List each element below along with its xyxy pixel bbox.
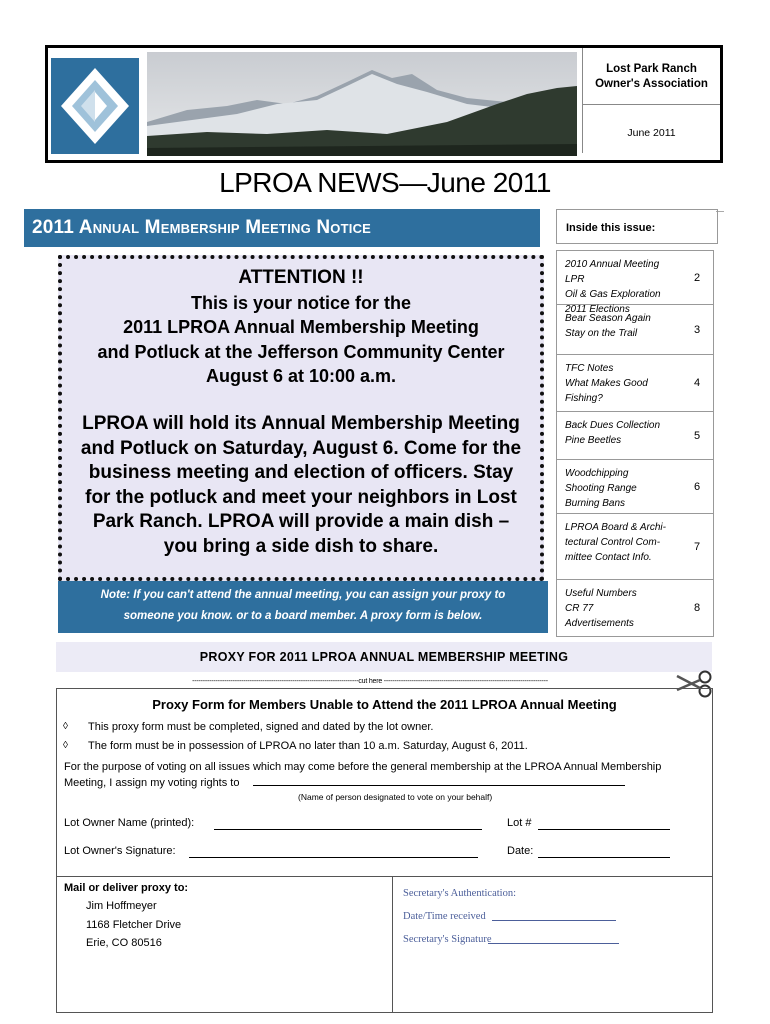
secretary-auth-label: Secretary's Authentication: <box>403 888 516 899</box>
toc-topics: Useful Numbers CR 77 Advertisements <box>565 588 637 629</box>
signature-label: Lot Owner's Signature: <box>64 845 176 857</box>
toc-page-number: 5 <box>693 429 701 442</box>
mail-name: Jim Hoffmeyer <box>86 900 157 912</box>
notice-body-line: and Potluck on Saturday, August 6. Come for the <box>80 437 522 459</box>
notice-body-line: business meeting and election of officers. Stay <box>88 462 514 484</box>
notice-line: and Potluck at the Jefferson Community Center <box>97 341 505 362</box>
mail-street: 1168 Fletcher Drive <box>86 919 182 931</box>
received-label: Date/Time received <box>403 911 486 922</box>
org-panel <box>582 48 720 153</box>
issue-date: June 2011 <box>627 127 676 139</box>
secretary-signature-field[interactable] <box>488 943 619 944</box>
notice-heading <box>64 266 538 389</box>
lot-label: Lot # <box>507 817 532 829</box>
notice-line: August 6 at 10:00 a.m. <box>205 366 397 386</box>
toc-row[interactable] <box>557 412 713 460</box>
inside-issue-title: Inside this issue: <box>566 222 656 234</box>
toc-page-number: 4 <box>693 377 701 389</box>
purpose-line: Meeting, I assign my voting rights to <box>64 777 240 789</box>
toc-page-number: 3 <box>693 323 701 336</box>
toc-row[interactable] <box>557 305 713 355</box>
designee-caption: (Name of person designated to vote on your behalf) <box>298 792 493 802</box>
section-banner <box>24 209 540 247</box>
toc-row[interactable] <box>557 580 713 636</box>
notice-line: This is your notice for the <box>190 292 412 313</box>
toc-topics: 2010 Annual Meeting LPR Oil & Gas Exploration 2011 Elections <box>565 259 661 315</box>
diamond-bullet-icon: ◊ <box>63 740 68 751</box>
proxy-note <box>58 581 548 633</box>
toc-page-number: 7 <box>693 540 701 553</box>
diamond-bullet-icon: ◊ <box>63 721 68 732</box>
mail-title: Mail or deliver proxy to: <box>64 882 189 894</box>
proxy-section-title: PROXY FOR 2011 LPROA ANNUAL MEMBERSHIP MEETING <box>56 642 712 672</box>
table-of-contents <box>556 250 714 637</box>
proxy-form-title: Proxy Form for Members Unable to Attend the 2011 LPROA Annual Meeting <box>152 697 617 712</box>
mountain-photo <box>147 52 577 156</box>
notice-body <box>64 412 538 560</box>
proxy-purpose <box>64 759 709 791</box>
purpose-line: For the purpose of voting on all issues which may come before the general membership at the LPROA Annual Membership <box>64 761 662 773</box>
banner-title: 2011 Annual Membership Meeting Notice <box>32 217 372 238</box>
toc-row[interactable] <box>557 514 713 580</box>
note-line: someone you know. or to a board member. A proxy form is below. <box>123 610 483 622</box>
attention-heading: ATTENTION !! <box>238 267 364 288</box>
cut-here-line: ------------------------------------------------------------------------------cut here ----------------------------------------------------------------------------- <box>192 678 548 685</box>
notice-body-line: Park Ranch. LPROA will provide a main dish – <box>92 511 510 533</box>
designee-field[interactable] <box>253 785 625 786</box>
received-field[interactable] <box>492 920 616 921</box>
toc-page-number: 2 <box>693 271 701 284</box>
date-field[interactable] <box>538 844 670 858</box>
toc-topics: Woodchipping Shooting Range Burning Bans <box>565 468 637 509</box>
proxy-rule: This proxy form must be completed, signed and dated by the lot owner. <box>88 721 434 733</box>
toc-topics: Back Dues Collection Pine Beetles <box>565 420 661 446</box>
org-name-line2: Owner's Association <box>595 78 708 90</box>
mail-city: Erie, CO 80516 <box>86 937 162 949</box>
toc-row[interactable] <box>557 251 713 315</box>
newsletter-title: LPROA NEWS—June 2011 <box>219 167 551 198</box>
toc-topics: Bear Season Again Stay on the Trail <box>565 313 651 339</box>
notice-body-line: LPROA will hold its Annual Membership Meeting <box>82 413 520 434</box>
lot-number-field[interactable] <box>538 816 670 830</box>
notice-body-line: for the potluck and meet your neighbors in Lost <box>85 486 517 508</box>
toc-row[interactable] <box>557 355 713 412</box>
association-logo <box>51 58 139 154</box>
owner-name-field[interactable] <box>214 816 482 830</box>
toc-topics: LPROA Board & Archi- tectural Control Com- mittee Contact Info. <box>565 522 666 563</box>
toc-topics: TFC Notes What Makes Good Fishing? <box>565 363 648 404</box>
owner-name-label: Lot Owner Name (printed): <box>64 817 195 829</box>
org-name-line1: Lost Park Ranch <box>606 63 697 75</box>
toc-page-number: 8 <box>693 602 701 614</box>
proxy-rule: The form must be in possession of LPROA no later than 10 a.m. Saturday, August 6, 2011. <box>88 740 528 752</box>
toc-row[interactable] <box>557 460 713 514</box>
notice-body-line: you bring a side dish to share. <box>163 535 439 557</box>
owner-signature-field[interactable] <box>189 844 478 858</box>
toc-page-number: 6 <box>693 480 701 493</box>
diamond-logo-icon <box>51 58 139 154</box>
secretary-signature-label: Secretary's Signature <box>403 934 492 945</box>
notice-line: 2011 LPROA Annual Membership Meeting <box>123 317 479 337</box>
note-line: Note: If you can't attend the annual meeting, you can assign your proxy to <box>100 589 506 601</box>
date-label: Date: <box>507 845 534 857</box>
